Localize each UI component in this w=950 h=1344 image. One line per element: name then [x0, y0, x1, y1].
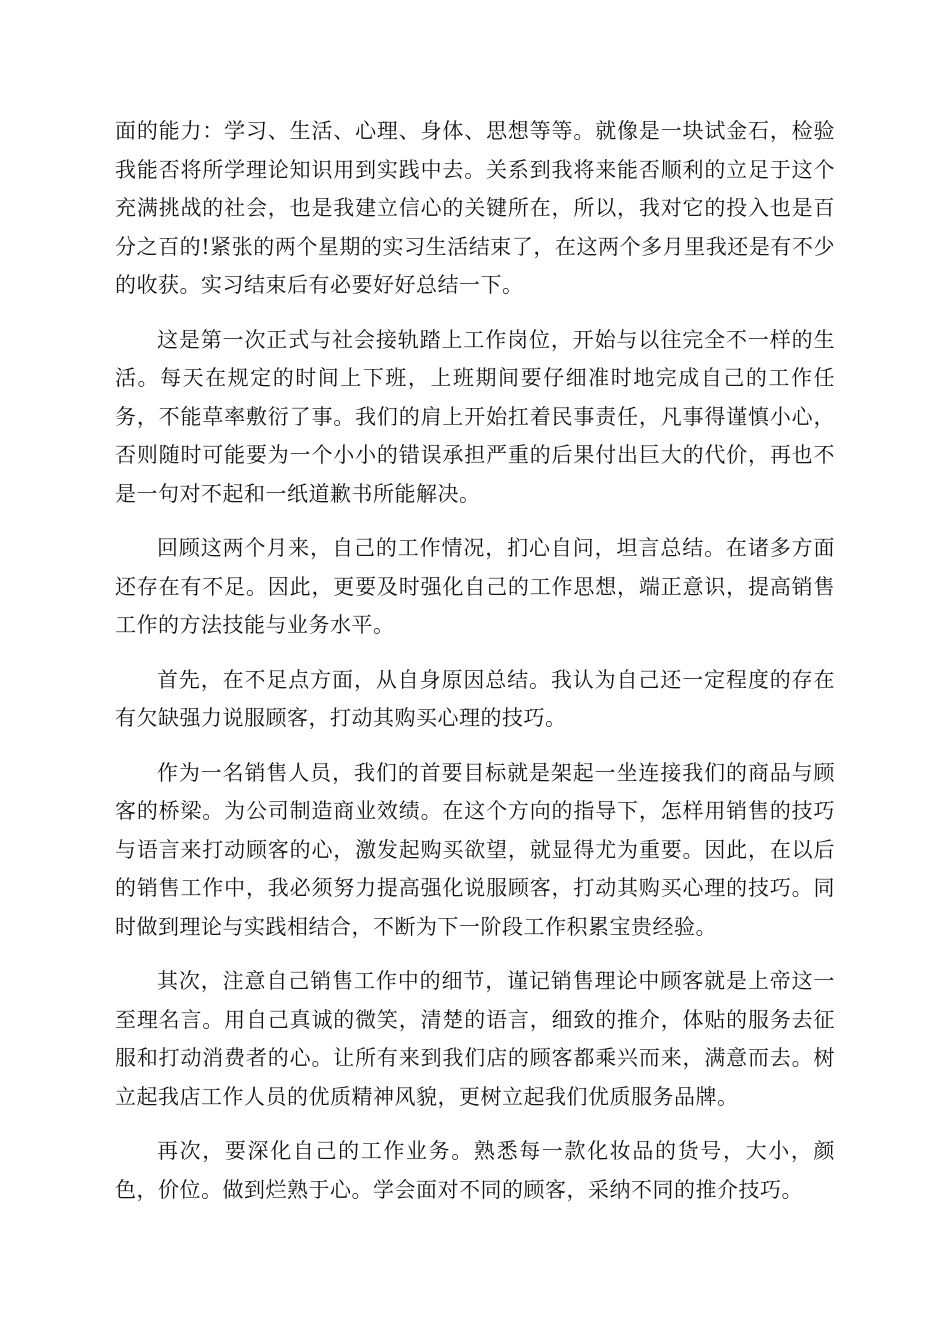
document-body — [115, 112, 835, 1225]
paragraph-5: 作为一名销售人员，我们的首要目标就是架起一坐连接我们的商品与顾客的桥梁。为公司制造商业效绩。在这个方向的指导下，怎样用销售的技巧与语言来打动顾客的心，激发起购买欲望，就显得尤为重要。因此，在以后的销售工作中，我必须努力提高强化说服顾客，打动其购买心理的技巧。同时做到理论与实践相结合，不断为下一阶段工作积累宝贵经验。 — [115, 760, 835, 939]
paragraph-4: 首先，在不足点方面，从自身原因总结。我认为自己还一定程度的存在有欠缺强力说服顾客，打动其购买心理的技巧。 — [115, 667, 835, 730]
paragraph-1: 面的能力：学习、生活、心理、身体、思想等等。就像是一块试金石，检验我能否将所学理论知识用到实践中去。关系到我将来能否顺利的立足于这个充满挑战的社会，也是我建立信心的关键所在，所以，我对它的投入也是百分之百的!紧张的两个星期的实习生活结束了，在这两个多月里我还是有不少的收获。实习结束后有必要好好总结一下。 — [115, 119, 835, 297]
paragraph-3: 回顾这两个月来，自己的工作情况，扪心自问，坦言总结。在诸多方面还存在有不足。因此，更要及时强化自己的工作思想，端正意识，提高销售工作的方法技能与业务水平。 — [115, 536, 835, 637]
paragraph-7: 再次，要深化自己的工作业务。熟悉每一款化妆品的货号，大小，颜色，价位。做到烂熟于心。学会面对不同的顾客，采纳不同的推介技巧。 — [115, 1139, 835, 1202]
paragraph-2: 这是第一次正式与社会接轨踏上工作岗位，开始与以往完全不一样的生活。每天在规定的时间上下班，上班期间要仔细准时地完成自己的工作任务，不能草率敷衍了事。我们的肩上开始扛着民事责任，凡事得谨慎小心，否则随时可能要为一个小小的错误承担严重的后果付出巨大的代价，再也不是一句对不起和一纸道歉书所能解决。 — [115, 327, 835, 506]
paragraph-6: 其次，注意自己销售工作中的细节，谨记销售理论中顾客就是上帝这一至理名言。用自己真诚的微笑，清楚的语言，细致的推介，体贴的服务去征服和打动消费者的心。让所有来到我们店的顾客都乘兴而来，满意而去。树立起我店工作人员的优质精神风貌，更树立起我们优质服务品牌。 — [115, 969, 835, 1109]
